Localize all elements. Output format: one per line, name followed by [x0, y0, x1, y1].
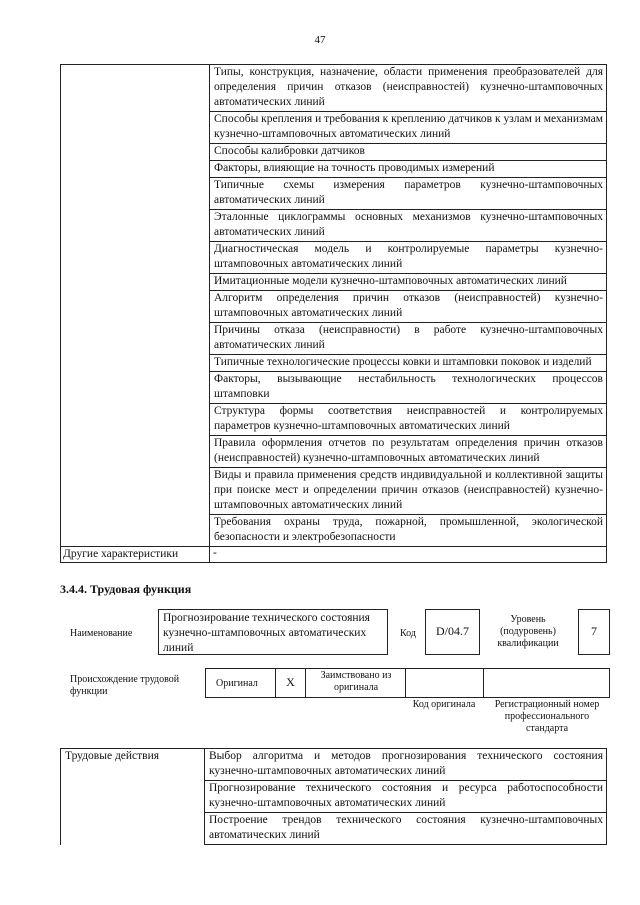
knowledge-row: Имитационные модели кузнечно-штамповочных автоматических линий: [210, 274, 607, 291]
other-characteristics-value: -: [210, 547, 607, 563]
action-row: Построение трендов технического состояния кузнечно-штамповочных автоматических линий: [205, 813, 607, 845]
knowledge-row: Диагностическая модель и контролируемые параметры кузнечно-штамповочных автоматических линий: [210, 242, 607, 274]
function-code-value: D/04.7: [425, 609, 480, 655]
other-characteristics-label: Другие характеристики: [61, 547, 210, 563]
knowledge-table: [60, 64, 607, 563]
origin-label: Происхождение трудовой функции: [70, 674, 180, 697]
origin-reg-caption: Регистрационный номер профессионального стандарта: [494, 699, 600, 734]
origin-original-label: Оригинал: [216, 678, 258, 689]
origin-code-cell: [405, 668, 483, 698]
knowledge-row: Требования охраны труда, пожарной, промышленной, экологической безопасности и электробезопасности: [210, 515, 607, 547]
origin-code-caption: Код оригинала: [412, 699, 476, 710]
qualification-level-label: Уровень (подуровень) квалификации: [497, 614, 559, 649]
knowledge-left-cell: [61, 65, 210, 547]
origin-row: [205, 668, 610, 698]
page-number: 47: [314, 34, 326, 46]
knowledge-row: Правила оформления отчетов по результатам определения причин отказов (неисправностей) кузнечно-штамповочных автоматических линий: [210, 436, 607, 468]
knowledge-row: Типичные схемы измерения параметров кузнечно-штамповочных автоматических линий: [210, 178, 607, 210]
knowledge-row: Структура формы соответствия неисправностей и контролируемых параметров кузнечно-штамповочных автоматических линий: [210, 404, 607, 436]
action-row: Выбор алгоритма и методов прогнозирования технического состояния кузнечно-штамповочных автоматических линий: [205, 749, 607, 781]
origin-reg-cell: [483, 668, 610, 698]
knowledge-row: Виды и правила применения средств индивидуальной и коллективной защиты при поиске мест и определении причин отказов (неисправностей) кузнечно-штамповочных автоматических линий: [210, 468, 607, 515]
actions-label: Трудовые действия: [61, 749, 205, 845]
origin-borrowed-label: Заимствовано из оригинала: [320, 670, 392, 693]
qualification-level-value: 7: [578, 609, 610, 655]
knowledge-row: Типичные технологические процессы ковки и штамповки поковок и изделий: [210, 355, 607, 372]
action-row: Прогнозирование технического состояния и ресурса работоспособности кузнечно-штамповочных автоматических линий: [205, 781, 607, 813]
name-label: Наименование: [70, 628, 133, 639]
knowledge-row: Способы калибровки датчиков: [210, 144, 607, 161]
origin-borrowed-cell: [305, 668, 405, 698]
knowledge-row: Алгоритм определения причин отказов (неисправностей) кузнечно-штамповочных автоматических линий: [210, 291, 607, 323]
code-label: Код: [400, 628, 416, 639]
function-name-value: Прогнозирование технического состояния кузнечно-штамповочных автоматических линий: [158, 609, 388, 655]
knowledge-row: Эталонные циклограммы основных механизмов кузнечно-штамповочных автоматических линий: [210, 210, 607, 242]
knowledge-row: Факторы, вызывающие нестабильность технологических процессов штамповки: [210, 372, 607, 404]
origin-original-mark: X: [275, 668, 305, 698]
origin-original-cell: [205, 668, 275, 698]
knowledge-row: Факторы, влияющие на точность проводимых измерений: [210, 161, 607, 178]
knowledge-row: Причины отказа (неисправности) в работе кузнечно-штамповочных автоматических линий: [210, 323, 607, 355]
section-title: 3.4.4. Трудовая функция: [60, 582, 192, 596]
actions-table: [60, 748, 607, 845]
knowledge-row: Способы крепления и требования к креплению датчиков к узлам и механизмам кузнечно-штамповочных автоматических линий: [210, 112, 607, 144]
knowledge-row: Типы, конструкция, назначение, области применения преобразователей для определения причин отказов (неисправностей) кузнечно-штамповочных автоматических линий: [210, 65, 607, 112]
